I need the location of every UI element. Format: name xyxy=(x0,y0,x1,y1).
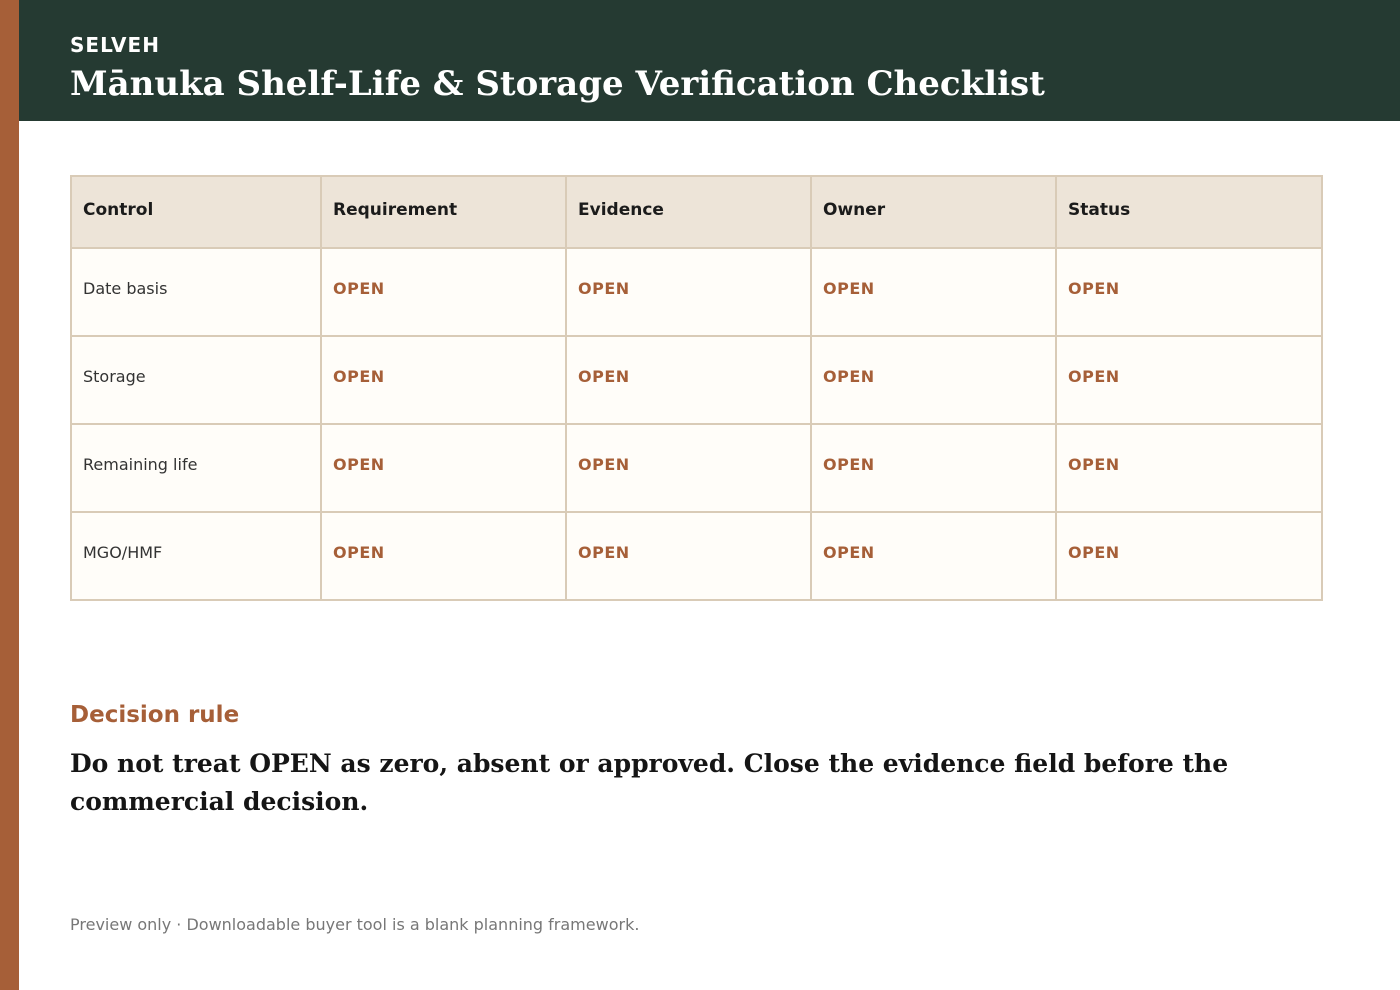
column-header-evidence: Evidence xyxy=(566,176,811,248)
requirement-cell: OPEN xyxy=(321,248,566,336)
owner-cell: OPEN xyxy=(811,336,1056,424)
column-header-owner: Owner xyxy=(811,176,1056,248)
status-cell: OPEN xyxy=(1056,512,1322,600)
page-title: Mānuka Shelf-Life & Storage Verification Checklist xyxy=(70,64,1045,104)
owner-cell: OPEN xyxy=(811,512,1056,600)
evidence-cell: OPEN xyxy=(566,424,811,512)
brand-name: SELVEH xyxy=(70,33,160,57)
accent-side-stripe xyxy=(0,0,19,990)
control-cell: MGO/HMF xyxy=(71,512,321,600)
owner-cell: OPEN xyxy=(811,424,1056,512)
decision-rule-text: Do not treat OPEN as zero, absent or approved. Close the evidence field before the commercial decision. xyxy=(70,749,1229,816)
status-cell: OPEN xyxy=(1056,424,1322,512)
table-row xyxy=(71,424,1322,512)
evidence-cell: OPEN xyxy=(566,512,811,600)
requirement-cell: OPEN xyxy=(321,512,566,600)
verification-checklist-table xyxy=(70,175,1323,601)
status-cell: OPEN xyxy=(1056,248,1322,336)
table-row xyxy=(71,512,1322,600)
page-header xyxy=(19,0,1400,121)
evidence-cell: OPEN xyxy=(566,248,811,336)
requirement-cell: OPEN xyxy=(321,336,566,424)
control-cell: Storage xyxy=(71,336,321,424)
table-row xyxy=(71,336,1322,424)
evidence-cell: OPEN xyxy=(566,336,811,424)
column-header-status: Status xyxy=(1056,176,1322,248)
table-row xyxy=(71,248,1322,336)
control-cell: Date basis xyxy=(71,248,321,336)
owner-cell: OPEN xyxy=(811,248,1056,336)
requirement-cell: OPEN xyxy=(321,424,566,512)
status-cell: OPEN xyxy=(1056,336,1322,424)
table-header-row xyxy=(71,176,1322,248)
decision-rule-heading: Decision rule xyxy=(70,702,240,728)
footer-note: Preview only · Downloadable buyer tool is a blank planning framework. xyxy=(70,915,640,934)
control-cell: Remaining life xyxy=(71,424,321,512)
column-header-control: Control xyxy=(71,176,321,248)
column-header-requirement: Requirement xyxy=(321,176,566,248)
